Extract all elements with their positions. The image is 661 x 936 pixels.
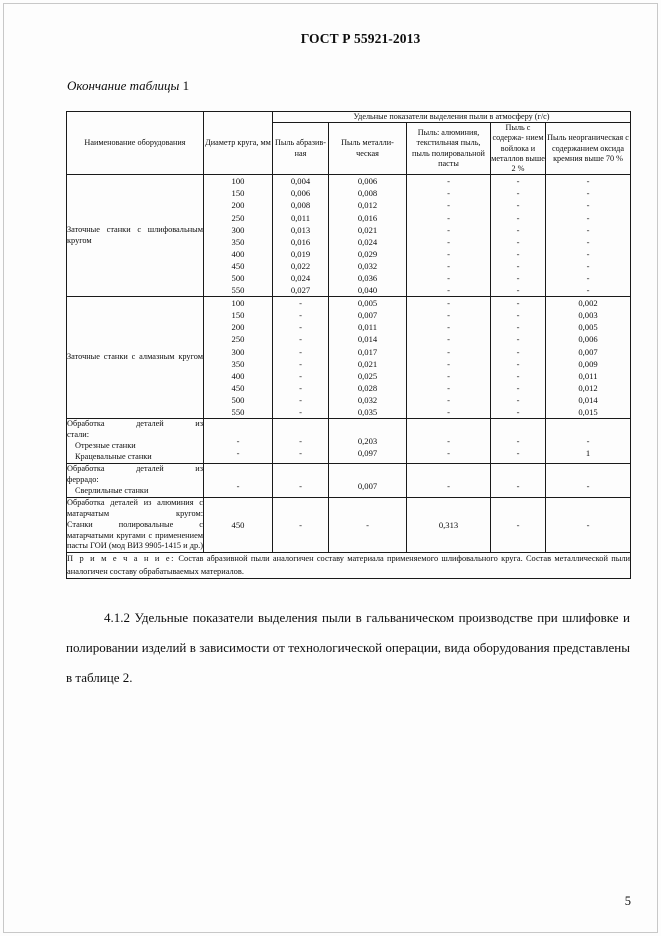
cell-diameter-block1: 100 150 200 250 300 350 400 450 500 550 bbox=[204, 297, 273, 419]
row-name-steel-parts bbox=[67, 419, 204, 464]
row-subitem-0: Отрезные станки bbox=[75, 441, 136, 450]
table-row bbox=[67, 497, 631, 553]
table-group-header-row bbox=[67, 112, 631, 123]
cell-aluminium-block2: - - bbox=[407, 419, 491, 464]
table-note-row bbox=[67, 553, 631, 578]
cell-diameter-block4: 450 bbox=[204, 497, 273, 553]
cell-inorganic-block4: - bbox=[546, 497, 631, 553]
cell-abrasive-block4: - bbox=[273, 497, 329, 553]
row-name-aluminium-cloth-wheel bbox=[67, 497, 204, 553]
row-name-lead: Обработка деталей из алюминия с матарчатым кругом: bbox=[67, 497, 203, 518]
table-head bbox=[67, 112, 631, 175]
table-caption-text: Окончание таблицы bbox=[67, 78, 180, 93]
cell-diameter-block0: 100 150 200 250 300 350 400 450 500 550 bbox=[204, 175, 273, 297]
note-text: Состав абразивной пыли аналогичен составу материала применяемого шлифовального круга. Состав металлической пыли аналогичен составу обрабатываемых материалов. bbox=[67, 554, 630, 576]
cell-abrasive-block0: 0,004 0,006 0,008 0,011 0,013 0,016 0,019 0,022 0,024 0,027 bbox=[273, 175, 329, 297]
column-header-inorganic: Пыль неорганическая с содержанием оксида кремния выше 70 % bbox=[546, 123, 631, 175]
column-header-felt: Пыль с содержа- нием войлока и металлов выше 2 % bbox=[491, 123, 545, 173]
cell-metal-block0: 0,006 0,008 0,012 0,016 0,021 0,024 0,029 0,032 0,036 0,040 bbox=[329, 175, 407, 297]
page-number: 5 bbox=[624, 894, 631, 908]
row-name-lead: Обработка деталей из bbox=[67, 419, 203, 429]
cell-aluminium-block0: - - - - - - - - - - bbox=[407, 175, 491, 297]
emissions-table bbox=[66, 111, 631, 579]
row-subitem-0: Станки полировальные с матарчатыми кругами с применением пасты ГОИ (мод ВИЗ 9905-1415 и др.) bbox=[67, 519, 203, 551]
cell-felt-block0: - - - - - - - - - - bbox=[491, 175, 546, 297]
cell-aluminium-block3: - bbox=[407, 463, 491, 497]
column-group-header: Удельные показатели выделения пыли в атмосферу (г/с) bbox=[273, 112, 631, 123]
cell-inorganic-block1: 0,002 0,003 0,005 0,006 0,007 0,009 0,011 0,012 0,014 0,015 bbox=[546, 297, 631, 419]
row-name-ferrado-parts bbox=[67, 463, 204, 497]
table-body bbox=[67, 175, 631, 579]
column-header-aluminium: Пыль: алюминия, текстильная пыль, пыль полировальной пасты bbox=[407, 123, 491, 175]
cell-felt-block2: - - bbox=[491, 419, 546, 464]
cell-metal-block1: 0,005 0,007 0,011 0,014 0,017 0,021 0,025 0,028 0,032 0,035 bbox=[329, 297, 407, 419]
column-header-name: Наименование оборудования bbox=[67, 112, 204, 175]
table-caption bbox=[67, 78, 189, 94]
cell-metal-block2: 0,203 0,097 bbox=[329, 419, 407, 464]
column-header-abrasive: Пыль абразив- ная bbox=[273, 123, 329, 175]
table-row bbox=[67, 297, 631, 419]
note-label: П р и м е ч а н и е: bbox=[67, 554, 176, 564]
column-header-metal: Пыль металли- ческая bbox=[329, 123, 407, 175]
table-caption-number: 1 bbox=[182, 78, 190, 93]
row-subitem-0: Сверлильные станки bbox=[75, 485, 149, 495]
cell-diameter-block2: - - bbox=[204, 419, 273, 464]
cell-aluminium-block1: - - - - - - - - - - bbox=[407, 297, 491, 419]
standard-header: ГОСТ Р 55921-2013 bbox=[300, 31, 421, 46]
cell-metal-block4: - bbox=[329, 497, 407, 553]
cell-metal-block3: 0,007 bbox=[329, 463, 407, 497]
table-row bbox=[67, 463, 631, 497]
row-name-sharpening-diamond: Заточные станки с алмазным кругом bbox=[67, 297, 204, 419]
body-paragraph-1: 4.1.2 Удельные показатели выделения пыли в гальваническом производстве при шлифовке и полировании изделий в зависимости от технологической операции, вида оборудования представлены в таблице 2. bbox=[66, 610, 630, 685]
cell-diameter-block3: - bbox=[204, 463, 273, 497]
cell-felt-block1: - - - - - - - - - - bbox=[491, 297, 546, 419]
table-row bbox=[67, 419, 631, 464]
cell-abrasive-block3: - bbox=[273, 463, 329, 497]
row-name-lead: Обработка деталей из bbox=[67, 463, 203, 473]
cell-abrasive-block1: - - - - - - - - - - bbox=[273, 297, 329, 419]
table-note bbox=[67, 553, 631, 578]
cell-abrasive-block2: - - bbox=[273, 419, 329, 464]
cell-inorganic-block0: - - - - - - - - - - bbox=[546, 175, 631, 297]
cell-felt-block3: - bbox=[491, 463, 546, 497]
cell-inorganic-block2: - 1 bbox=[546, 419, 631, 464]
row-name-sharpening-grinding: Заточные станки с шлифовальным кругом bbox=[67, 175, 204, 297]
table-row bbox=[67, 175, 631, 297]
row-name-lead2: феррадо: bbox=[67, 474, 99, 484]
column-header-diameter: Диаметр круга, мм bbox=[204, 112, 273, 175]
cell-inorganic-block3: - bbox=[546, 463, 631, 497]
row-subitem-1: Крацевальные станки bbox=[75, 451, 152, 461]
cell-aluminium-block4: 0,313 bbox=[407, 497, 491, 553]
cell-felt-block4: - bbox=[491, 497, 546, 553]
row-name-lead2: стали: bbox=[67, 430, 90, 440]
